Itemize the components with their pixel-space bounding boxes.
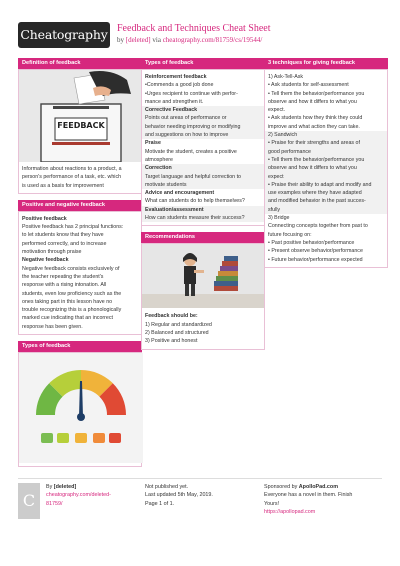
technique-line: 3) Bridge — [268, 215, 290, 222]
technique-line: 1) Ask-Tell-Ask — [268, 74, 304, 80]
types-line: Corrective Feedback — [142, 106, 264, 114]
feedback-ballot-illustration — [19, 70, 141, 162]
feedback-should-title: Feedback should be: — [145, 313, 198, 320]
feedback-box-label: FEEDBACK — [57, 121, 105, 130]
header — [0, 0, 400, 60]
pn-line: Positive feedback — [22, 215, 67, 222]
sponsor-url-link[interactable]: https://apollopad.com — [264, 509, 316, 516]
footer-author-link[interactable]: cheatography.com/deleted- — [46, 492, 111, 499]
types-line: Motivate the student, creates a positive — [145, 148, 237, 155]
types-of-feedback-heading: Types of feedback — [141, 58, 265, 69]
definition-heading: Definition of feedback — [18, 58, 142, 69]
column-3 — [264, 58, 388, 268]
technique-line: good performance — [265, 148, 387, 156]
positive-negative-heading: Positive and negative feedback — [18, 200, 142, 211]
last-updated-text: Last updated 5th May, 2019. — [145, 492, 213, 499]
technique-line: • Praise for their strengths and areas of — [265, 139, 387, 147]
recommendations-image — [142, 244, 264, 308]
footer-author-name[interactable]: [deleted] — [53, 484, 77, 490]
positive-negative-section — [18, 211, 142, 335]
types-line: •Urges recipient to continue with perfor- — [145, 90, 238, 97]
footer-by: By — [46, 484, 53, 490]
column-2 — [141, 58, 265, 350]
pn-line: to let students know that they have — [22, 232, 104, 239]
types-line: behavior needing improving or modifying — [142, 123, 264, 131]
types-line: Reinforcement feedback — [145, 74, 207, 80]
technique-line: • Tell them the behavior/performance you — [265, 156, 387, 164]
author-link[interactable]: [deleted] — [125, 36, 151, 44]
cheatography-logo[interactable]: Cheatography — [18, 22, 110, 48]
technique-line: Connecting concepts together from past to — [268, 223, 368, 230]
pn-line: performed correctly, and to increase — [22, 240, 107, 247]
types-line: What can students do to help themselves? — [145, 198, 245, 205]
definition-text — [22, 165, 138, 190]
definition-section — [18, 69, 142, 194]
footer-status — [145, 483, 255, 508]
pn-line: ones taking part in this lesson have no — [22, 298, 113, 305]
types-line: Praise — [145, 140, 161, 147]
types-line: and suggestions on how to improve — [142, 131, 264, 139]
types-line: Evaluation/assessment — [142, 206, 264, 214]
pn-line: response with a rising intonation. All — [22, 282, 107, 289]
feedback-gauge-image — [19, 353, 141, 463]
should-item: 2) Balanced and structured — [145, 329, 209, 336]
pn-line: response has been given. — [22, 323, 83, 330]
page-count-text: Page 1 of 1. — [145, 500, 175, 507]
definition-line: person's performance of a task, etc. which — [22, 174, 122, 181]
author-avatar: C — [18, 483, 40, 519]
technique-line: future focusing on: — [268, 231, 312, 238]
definition-line: Information about reactions to a product, a — [22, 166, 122, 172]
types-gauge-section — [18, 352, 142, 467]
recommendations-section — [141, 243, 265, 349]
technique-line: • Ask students how they think they could — [268, 115, 363, 122]
technique-line: • Praise their ability to adapt and modify and — [265, 181, 387, 189]
pn-line: motivation through praise — [22, 249, 82, 256]
pn-line: Negative feedback consists exclusively of — [22, 265, 120, 272]
types-of-feedback-section — [141, 69, 265, 226]
types-line: Points out areas of performance or — [142, 114, 264, 122]
technique-line: improve and what action they can take. — [268, 123, 360, 130]
techniques-heading: 3 techniques for giving feedback — [264, 58, 388, 69]
byline — [117, 36, 262, 44]
types-line: Correction — [142, 164, 264, 172]
types-line: •Commends a good job done — [145, 82, 214, 89]
feedback-gauge-illustration — [19, 353, 143, 463]
footer-author — [46, 483, 136, 508]
page-title: Feedback and Techniques Cheat Sheet — [117, 23, 271, 34]
types-line: atmosphere — [145, 156, 173, 163]
technique-line: • Future behavior/performance expected — [268, 256, 363, 263]
technique-line: • Tell them the behavior/performance you — [268, 90, 365, 97]
footer-sponsor — [264, 483, 382, 517]
technique-line: and modified behavior in the past succes- — [265, 197, 387, 205]
types-of-feedback-heading-col1: Types of feedback — [18, 341, 142, 352]
types-line: motivate students — [142, 181, 264, 189]
sponsor-tagline: Everyone has a novel in them. Finish — [264, 492, 353, 499]
feedback-ballot-image — [19, 70, 141, 162]
should-item: 3) Positive and honest — [145, 338, 198, 345]
pn-line: Negative feedback — [22, 257, 69, 264]
sheet-url-link[interactable]: cheatography.com/81759/cs/19544/ — [162, 36, 263, 44]
types-line: How can students measure their success? — [142, 214, 264, 222]
teacher-books-illustration — [142, 244, 264, 308]
recommendations-heading: Recommendations — [141, 232, 265, 243]
byline-via: via — [152, 36, 161, 44]
sponsored-by-text: Sponsored by — [264, 484, 298, 490]
techniques-section — [264, 69, 388, 268]
sponsor-name[interactable]: ApolloPad.com — [298, 484, 339, 490]
pn-line: trouble recognizing this is a phonologically — [22, 307, 122, 314]
technique-line: • Past positive behavior/performance — [268, 239, 355, 246]
technique-line: • Ask students for self-assessment — [268, 82, 349, 89]
sponsor-tagline-2: Yours! — [264, 500, 280, 507]
technique-line: expect — [265, 173, 387, 181]
technique-line: sfully — [265, 206, 387, 214]
pn-line: the teacher repeating the student's — [22, 273, 104, 280]
technique-line: expect. — [268, 107, 286, 114]
column-1 — [18, 58, 142, 467]
technique-line: • Present observe behavior/performance — [268, 248, 363, 255]
technique-line: observe and how it differs to what you — [265, 164, 387, 172]
pn-line: marked cue indicating that an incorrect — [22, 315, 113, 322]
technique-line: use examples where they have adapted — [265, 189, 387, 197]
footer-author-link-2[interactable]: 81759/ — [46, 500, 63, 507]
technique-line: observe and how it differs to what you — [268, 98, 357, 105]
footer — [18, 478, 382, 522]
types-line: Target language and helpful correction to — [142, 173, 264, 181]
not-published-text: Not published yet. — [145, 484, 189, 490]
should-item: 1) Regular and standardized — [145, 321, 212, 328]
pn-line: Positive feedback has 2 principal functions: — [22, 224, 124, 231]
types-line: mance and strengthen it. — [145, 98, 204, 105]
pn-line: students, even low proficiency such as the — [22, 290, 122, 297]
types-line: Advice and encouragement — [145, 190, 215, 197]
technique-line: 2) Sandwich — [265, 131, 387, 139]
definition-line: is used as a basis for improvement — [22, 182, 104, 189]
byline-by: by — [117, 36, 124, 44]
